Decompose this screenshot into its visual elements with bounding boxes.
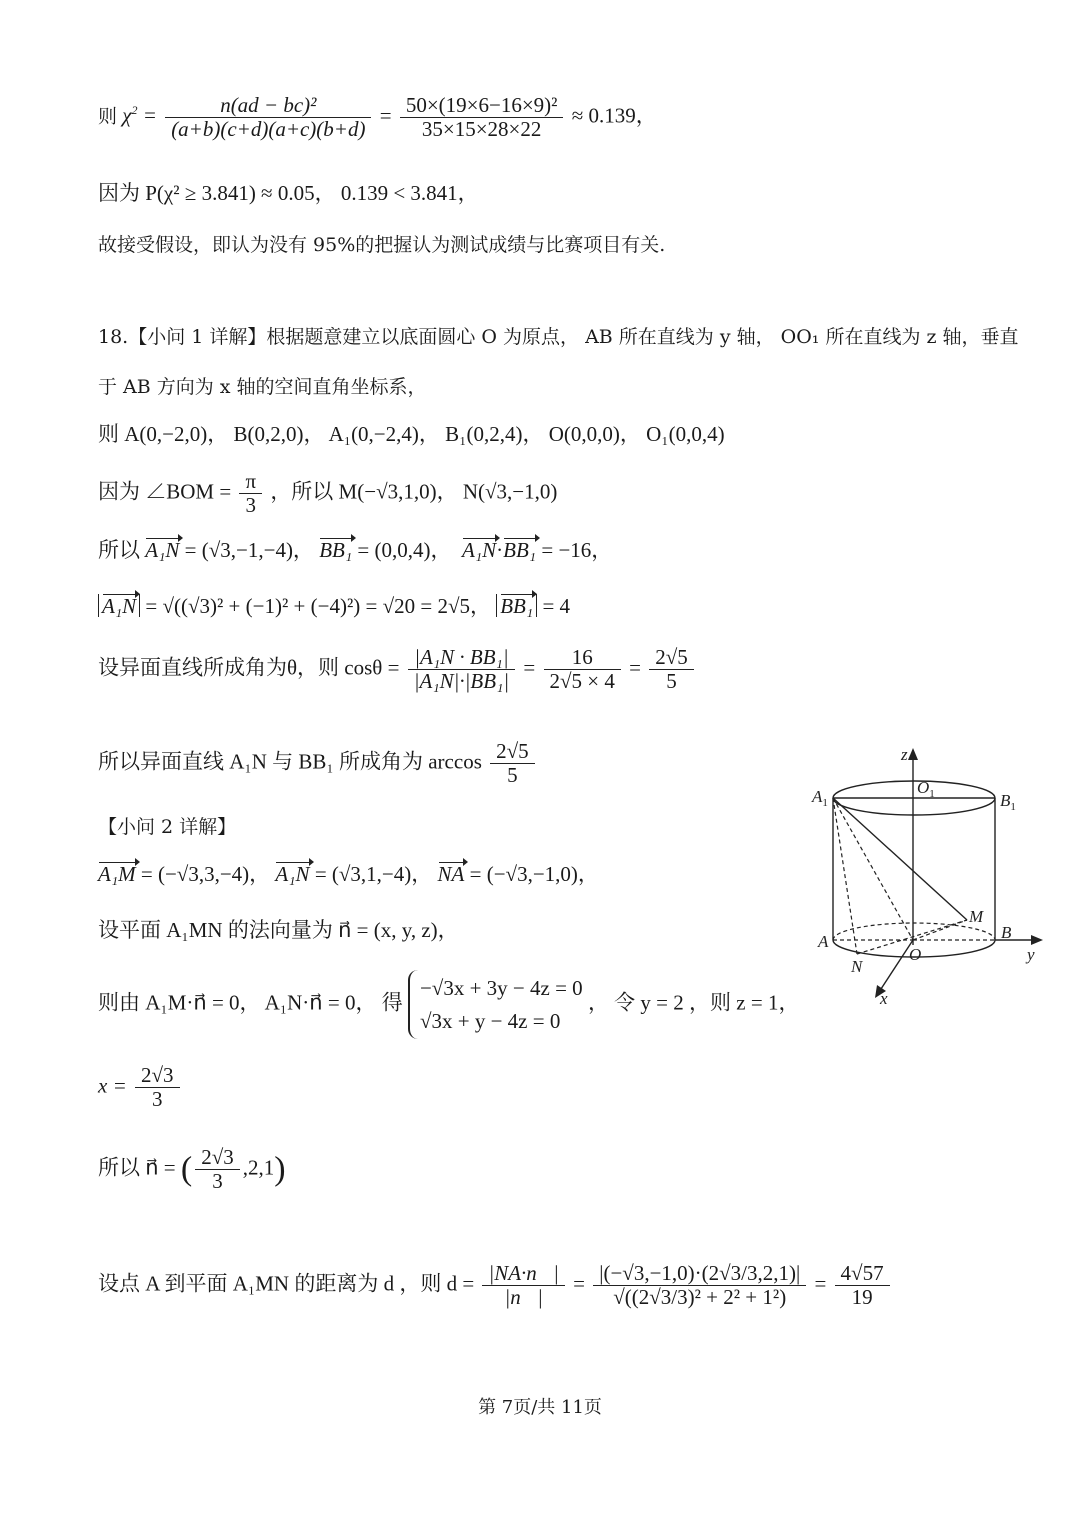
chi-square-line: 则 $\chi^2$ = $\frac{\text{n(ad − bc)²}}{(a+b)(c+d)(a+c)(b+d)}$ = $\frac{\text{50×(19×6−16×9)²}}{35\times 15\times 28\times 22}$ ≈ 0.139，: [98, 93, 657, 141]
chi-calc: [400, 94, 564, 141]
cos-line: 设异面直线所成角为θ，则 cosθ = $\frac{\text{|A₁N · BB₁|}}{\text{|A₁N|·|BB₁|}}$ = $\frac{16}{2√5 \times 4}$ = $\frac{2√5}{5}$: [98, 646, 697, 693]
angle-result-line: [98, 740, 538, 787]
mag-val: = √((√3)² + (−1)² + (−4)²) = √20 = 2√5，: [145, 594, 491, 618]
vec-bb1-val: = (0,0,4)，: [357, 538, 452, 562]
vec-dot-val: = −16，: [541, 538, 613, 562]
equation-system: [408, 970, 583, 1039]
vec-a1n2-val: = (√3,1,−4)，: [314, 862, 433, 886]
n-frac: [195, 1146, 240, 1193]
angle-frac: [239, 470, 262, 517]
x-axis: [879, 940, 913, 992]
d-num-3: 4√57: [835, 1262, 890, 1286]
vec-a1n-val: = (√3,−1,−4)，: [184, 538, 314, 562]
vector-line: 所以 A₁N = (√3,−1,−4)， BB₁ = (0,0,4)， A₁N·BB₁ = −16，: [98, 538, 613, 562]
vec-a1m: A₁M: [98, 862, 136, 886]
p-value-line: 因为 P(χ² ≥ 3.841) ≈ 0.05， 0.139 < 3.841，: [98, 181, 479, 205]
d-den-1: |n⃗|: [504, 1285, 543, 1309]
angle-prefix: 因为 ∠BOM =: [98, 479, 232, 504]
n-num: 2√3: [195, 1146, 240, 1170]
normal-vector-line: 所以 n⃗ = ( $\frac{2√3}{3}$ ,2,1): [98, 1145, 286, 1193]
chi-prefix: 则: [98, 105, 118, 128]
equation-1: −√3x + 3y − 4z = 0: [419, 976, 583, 1000]
vec-na-val: = (−√3,−1,0)，: [469, 862, 599, 886]
d-frac-3: [835, 1262, 890, 1309]
d-den-3: 19: [851, 1285, 873, 1309]
label-x: x: [880, 989, 888, 1008]
angle-result-num: 2√5: [490, 740, 535, 764]
label-z: z: [901, 745, 908, 764]
label-b1-sub: 1: [1010, 801, 1016, 813]
d-num-1: |NA·n⃗|: [482, 1262, 564, 1286]
chi-symbol: $\chi^2$ =: [122, 103, 157, 128]
angle-suffix: ，所以 M(−√3,1,0)， N(√3,−1,0): [270, 479, 558, 504]
angle-result-den: 5: [507, 763, 518, 787]
vec-a1n-2: A₁N: [275, 862, 310, 886]
cos-frac-3: [649, 646, 694, 693]
line-a1-m: [833, 798, 967, 920]
cos-frac-2: [544, 646, 621, 693]
vec-bb1: BB₁: [319, 538, 353, 562]
cos-num-2: 16: [544, 646, 621, 670]
mag-bb1-val: = 4: [542, 594, 571, 618]
chi-formula: [165, 94, 371, 141]
d-den-2: √((2√3/3)² + 2² + 1²): [613, 1285, 787, 1309]
line-a1-o: [833, 798, 913, 940]
x-frac: [135, 1064, 180, 1111]
conclusion-line: 故接受假设，即认为没有 95%的把握认为测试成绩与比赛项目有关.: [98, 234, 666, 256]
angle-result-prefix: 所以异面直线 A₁N 与 BB₁ 所成角为 arccos: [98, 749, 482, 774]
label-b1-main: B: [1000, 791, 1011, 810]
d-prefix: 设点 A 到平面 A₁MN 的距离为 d ，则 d =: [98, 1271, 475, 1296]
angle-result-frac: [490, 740, 535, 787]
label-a1-main: A: [812, 787, 823, 806]
label-a1-sub: 1: [822, 797, 828, 809]
normal-line: 设平面 A₁MN 的法向量为 n⃗ = (x, y, z)，: [98, 918, 459, 942]
distance-line: 设点 A 到平面 A₁MN 的距离为 d ，则 d = $\frac{|NA\cdot n⃗|}{|n⃗|}$ = $\frac{|(-√3,-1,0)\cdot(2√3/3,2,1)|}{\text{√((2√3/3)² + 2² + 1²)}}$ = $\frac{4√57}{19}$: [98, 1262, 893, 1309]
cos-den-2: 2√5 × 4: [549, 669, 615, 693]
d-num-2: |(−√3,−1,0)·(2√3/3,2,1)|: [593, 1262, 806, 1286]
vec-na: NA: [437, 862, 465, 886]
cylinder-diagram: [805, 740, 1055, 1010]
mag-bb1: BB₁: [500, 594, 534, 618]
label-a1: [811, 787, 828, 809]
sys-prefix: 则由 A₁M·n⃗ = 0， A₁N·n⃗ = 0， 得: [98, 990, 403, 1015]
label-m: M: [969, 907, 984, 926]
system-line: [98, 970, 799, 1039]
coords-line: 则 A(0,−2,0)， B(0,2,0)， A₁(0,−2,4)， B₁(0,2,4)， O(0,0,0)， O₁(0,0,4): [98, 422, 725, 446]
x-num: 2√3: [135, 1064, 180, 1088]
z-axis-arrow: [908, 748, 918, 760]
mag-a1n: A₁N: [102, 594, 137, 618]
x-prefix: x =: [98, 1073, 127, 1098]
label-y: y: [1027, 945, 1035, 964]
equation-2: √3x + y − 4z = 0: [419, 1008, 561, 1033]
vec-dot-a1n: A₁N: [462, 538, 497, 562]
label-b1: [1000, 791, 1016, 813]
chi-formula-den: (a+b)(c+d)(a+c)(b+d): [171, 117, 366, 141]
x-den: 3: [152, 1087, 163, 1111]
cos-den-3: 5: [666, 669, 677, 693]
vec-prefix: 所以: [98, 538, 140, 562]
cos-num-3: 2√5: [649, 646, 694, 670]
abs-bb1: [496, 594, 537, 617]
q18-intro-2: 于 AB 方向为 x 轴的空间直角坐标系，: [98, 376, 427, 398]
q18-intro-1: 18.【小问 1 详解】根据题意建立以底面圆心 O 为原点， AB 所在直线为 y 轴， OO₁ 所在直线为 z 轴，垂直: [98, 326, 1019, 348]
part2-heading: 【小问 2 详解】: [98, 816, 237, 838]
d-frac-1: [482, 1262, 564, 1309]
x-value-line: [98, 1064, 183, 1111]
sys-suffix: ， 令 y = 2 ，则 z = 1，: [587, 990, 800, 1015]
chi-result: ≈ 0.139，: [571, 103, 657, 128]
y-axis-arrow: [1031, 935, 1043, 945]
angle-num: π: [239, 470, 262, 494]
n-den: 3: [212, 1169, 223, 1193]
label-n: N: [851, 957, 863, 976]
angle-line: [98, 470, 557, 517]
label-o: O: [909, 945, 922, 964]
label-a: A: [818, 932, 829, 951]
cos-num-1: |A₁N · BB₁|: [408, 646, 515, 670]
label-o1-main: O: [917, 778, 930, 797]
d-frac-2: [593, 1262, 806, 1309]
cos-den-1: |A₁N|·|BB₁|: [413, 669, 510, 693]
n-suffix: ,2,1: [242, 1155, 275, 1180]
chi-formula-num: n(ad − bc)²: [165, 94, 371, 118]
magnitude-line: [98, 594, 570, 617]
chi-calc-num: 50×(19×6−16×9)²: [400, 94, 564, 118]
label-o1-sub: 1: [929, 788, 935, 800]
n-prefix: 所以 n⃗ =: [98, 1155, 176, 1180]
cos-frac-1: [408, 646, 515, 693]
label-b: B: [1001, 923, 1012, 942]
abs-a1n: [98, 594, 140, 617]
vec-dot-bb1: BB₁: [503, 538, 537, 562]
page-footer: 第 7页/共 11页: [478, 1397, 602, 1418]
angle-den: 3: [245, 493, 256, 517]
cos-prefix: 设异面直线所成角为θ，则 cosθ =: [98, 655, 400, 680]
part2-vectors: [98, 862, 599, 885]
vec-a1n: A₁N: [145, 538, 180, 562]
vec-a1m-val: = (−√3,3,−4)，: [140, 862, 271, 886]
chi-calc-den: 35×15×28×22: [421, 117, 542, 141]
